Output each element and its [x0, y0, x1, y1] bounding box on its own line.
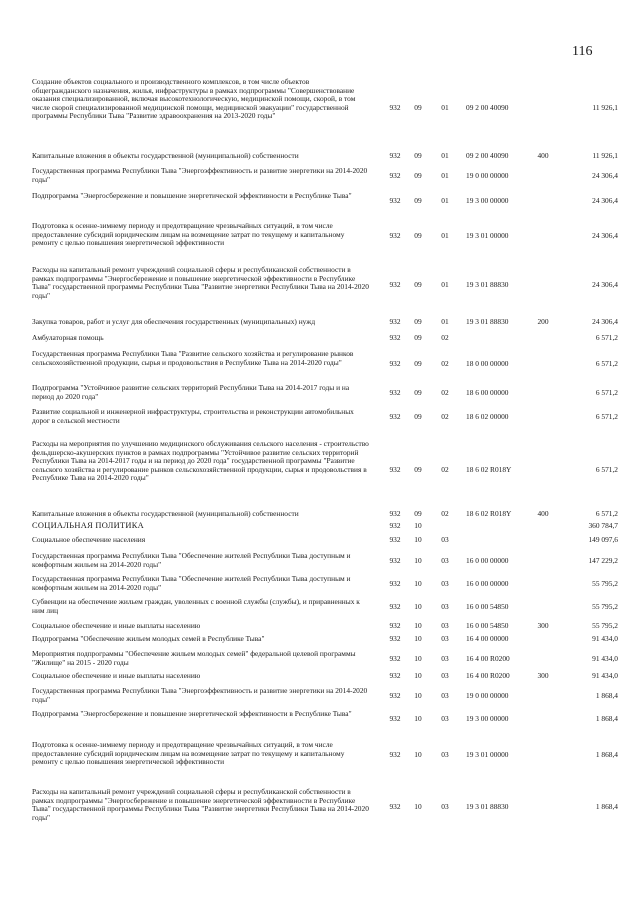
subsection-code: 01 — [441, 171, 449, 180]
ministry-code: 932 — [389, 280, 401, 289]
table-row — [32, 552, 618, 571]
section-code: 09 — [414, 231, 422, 240]
table-row — [32, 192, 618, 211]
section-code: 09 — [414, 412, 422, 421]
ministry-code: 932 — [389, 750, 401, 759]
ministry-code: 932 — [389, 317, 401, 326]
amount: 6 571,2 — [595, 333, 618, 342]
section-code: 09 — [414, 103, 422, 112]
section-code: 10 — [414, 691, 422, 700]
amount: 24 306,4 — [592, 317, 618, 326]
target-article-code: 16 4 00 R0200 — [466, 654, 510, 663]
ministry-code: 932 — [389, 509, 401, 518]
amount: 1 868,4 — [595, 750, 618, 759]
section-code: 09 — [414, 388, 422, 397]
target-article-code: 19 3 01 88830 — [466, 802, 509, 811]
target-article-code: 19 3 00 00000 — [466, 196, 509, 205]
expense-type-code: 400 — [537, 509, 549, 518]
target-article-code: 09 2 00 40090 — [466, 103, 509, 112]
ministry-code: 932 — [389, 465, 401, 474]
expense-name: Государственная программа Республики Тыва "Обеспечение жителей Республики Тыва доступным и комфортным жильем на 2014-2020 годы" — [32, 551, 351, 569]
ministry-code: 932 — [389, 634, 401, 643]
expense-name: Подпрограмма "Энергосбережение и повышение энергетической эффективности в Республике Тыва" — [32, 709, 352, 718]
target-article-code: 18 6 02 00000 — [466, 412, 509, 421]
expense-name: Государственная программа Республики Тыва "Обеспечение жителей Республики Тыва доступным и комфортным жильем на 2014-2020 годы" — [32, 574, 351, 592]
section-code: 09 — [414, 151, 422, 160]
ministry-code: 932 — [389, 654, 401, 663]
target-article-code: 18 6 02 R018Y — [466, 509, 512, 518]
section-code: 09 — [414, 509, 422, 518]
subsection-code: 03 — [441, 750, 449, 759]
subsection-code: 03 — [441, 579, 449, 588]
amount: 6 571,2 — [595, 388, 618, 397]
table-row — [32, 350, 618, 377]
subsection-code: 01 — [441, 151, 449, 160]
target-article-code: 16 0 00 54850 — [466, 602, 509, 611]
ministry-code: 932 — [389, 333, 401, 342]
page-number: 116 — [572, 44, 593, 59]
table-row — [32, 687, 618, 706]
ministry-code: 932 — [389, 802, 401, 811]
amount: 11 926,1 — [592, 151, 618, 160]
target-article-code: 19 3 01 88830 — [466, 280, 509, 289]
ministry-code: 932 — [389, 556, 401, 565]
expense-type-code: 200 — [537, 317, 549, 326]
table-row — [32, 78, 618, 140]
expense-type-code: 300 — [537, 621, 549, 630]
expense-type-code: 400 — [537, 151, 549, 160]
amount: 91 434,0 — [592, 634, 618, 643]
target-article-code: 19 3 00 00000 — [466, 714, 509, 723]
table-row — [32, 650, 618, 669]
table-row — [32, 536, 618, 547]
subsection-code: 03 — [441, 634, 449, 643]
ministry-code: 932 — [389, 535, 401, 544]
section-code: 09 — [414, 359, 422, 368]
expense-name: Подготовка к осенне-зимнему периоду и предотвращение чрезвычайных ситуаций, в том числе предоставление субсидий юридическим лицам на возмещение затрат по текущему и капитальному ремонту с целью повышения энергетической эффективности — [32, 740, 345, 767]
target-article-code: 18 6 02 R018Y — [466, 465, 512, 474]
amount: 6 571,2 — [595, 359, 618, 368]
table-row — [32, 598, 618, 617]
expense-name: Государственная программа Республики Тыва "Энергоэффективность и развитие энергетики на 2014-2020 годы" — [32, 686, 368, 704]
ministry-code: 932 — [389, 521, 401, 530]
amount: 91 434,0 — [592, 671, 618, 680]
amount: 91 434,0 — [592, 654, 618, 663]
subsection-code: 01 — [441, 196, 449, 205]
amount: 24 306,4 — [592, 171, 618, 180]
section-code: 10 — [414, 521, 422, 530]
expense-name: Капитальные вложения в объекты государственной (муниципальной) собственности — [32, 509, 299, 518]
section-code: 10 — [414, 750, 422, 759]
expense-name: Расходы на капитальный ремонт учреждений социальной сферы и республиканской собственности в рамках подпрограммы "Энергосбережение и повышение энергетической эффективности в Республике Тыва" государственной программы Республики Тыва "Развитие энергетики Республики Тыва на 2014-2020 годы" — [32, 787, 369, 822]
section-code: 09 — [414, 333, 422, 342]
amount: 149 097,6 — [588, 535, 618, 544]
section-code: 10 — [414, 654, 422, 663]
subsection-code: 03 — [441, 671, 449, 680]
target-article-code: 19 3 01 88830 — [466, 317, 509, 326]
table-row — [32, 408, 618, 427]
table-row — [32, 318, 618, 329]
expense-name: Подпрограмма "Обеспечение жильем молодых семей в Республике Тыва" — [32, 634, 265, 643]
table-row — [32, 152, 618, 163]
amount: 6 571,2 — [595, 412, 618, 421]
subsection-code: 03 — [441, 802, 449, 811]
section-code: 10 — [414, 535, 422, 544]
ministry-code: 932 — [389, 231, 401, 240]
expense-name: Развитие социальной и инженерной инфраструктуры, строительства и реконструкции автомобильных дорог в сельской местности — [32, 407, 354, 425]
amount: 24 306,4 — [592, 280, 618, 289]
subsection-code: 02 — [441, 333, 449, 342]
target-article-code: 16 4 00 R0200 — [466, 671, 510, 680]
amount: 1 868,4 — [595, 714, 618, 723]
amount: 6 571,2 — [595, 465, 618, 474]
section-code: 10 — [414, 714, 422, 723]
table-row — [32, 384, 618, 403]
expense-name: Расходы на мероприятия по улучшению медицинского обслуживания сельского населения - строительство фельдшерско-акушерских пунктов в рамках подпрограммы "Устойчивое развитие сельских территорий Республики Тыва на 2014-2017 годы и на период до 2020 года" государственной программы "Развитие сельского хозяйства и регулирование рынков сельскохозяйственной продукции, сырья и продовольствия в Республике Тыва на 2014-2020 годы" — [32, 439, 369, 483]
subsection-code: 03 — [441, 691, 449, 700]
ministry-code: 932 — [389, 412, 401, 421]
table-row — [32, 222, 618, 249]
subsection-code: 03 — [441, 714, 449, 723]
table-row — [32, 266, 618, 302]
ministry-code: 932 — [389, 151, 401, 160]
amount: 24 306,4 — [592, 231, 618, 240]
table-row — [32, 622, 618, 633]
ministry-code: 932 — [389, 103, 401, 112]
section-code: 10 — [414, 556, 422, 565]
section-code: 09 — [414, 280, 422, 289]
target-article-code: 19 3 01 00000 — [466, 750, 509, 759]
expense-name: Амбулаторная помощь — [32, 333, 104, 342]
ministry-code: 932 — [389, 171, 401, 180]
amount: 55 795,2 — [592, 579, 618, 588]
subsection-code: 02 — [441, 412, 449, 421]
amount: 55 795,2 — [592, 602, 618, 611]
table-row — [32, 167, 618, 186]
target-article-code: 16 0 00 54850 — [466, 621, 509, 630]
ministry-code: 932 — [389, 579, 401, 588]
amount: 147 229,2 — [588, 556, 618, 565]
subsection-code: 02 — [441, 359, 449, 368]
expense-name: Подпрограмма "Устойчивое развитие сельских территорий Республики Тыва на 2014-2017 годы и на период до 2020 года" — [32, 383, 350, 401]
amount: 1 868,4 — [595, 691, 618, 700]
target-article-code: 18 6 00 00000 — [466, 388, 509, 397]
section-code: 10 — [414, 602, 422, 611]
target-article-code: 16 0 00 00000 — [466, 556, 509, 565]
target-article-code: 19 0 00 00000 — [466, 171, 509, 180]
expense-name: Государственная программа Республики Тыва "Энергоэффективность и развитие энергетики на 2014-2020 годы" — [32, 166, 368, 184]
table-row — [32, 741, 618, 768]
expense-name: Капитальные вложения в объекты государственной (муниципальной) собственности — [32, 151, 299, 160]
subsection-code: 03 — [441, 535, 449, 544]
table-row — [32, 788, 618, 824]
amount: 6 571,2 — [595, 509, 618, 518]
expense-name: Создание объектов социального и производственного комплексов, в том числе объектов общегражданского назначения, жилья, инфраструктуры в рамках подпрограммы "Совершенствование оказания специализированной, включая высокотехнологическую, медицинской помощи, скорой, в том числе скорой специализированной медицинской помощи, медицинской эвакуации" государственной программы Республики Тыва "Развитие здравоохранения на 2013-2020 годы" — [32, 77, 356, 121]
target-article-code: 19 3 01 00000 — [466, 231, 509, 240]
table-row — [32, 510, 618, 521]
section-code: 09 — [414, 465, 422, 474]
ministry-code: 932 — [389, 714, 401, 723]
amount: 1 868,4 — [595, 802, 618, 811]
expense-name: Государственная программа Республики Тыва "Развитие сельского хозяйства и регулирование рынков сельскохозяйственной продукции, сырья и продовольствия в Республике Тыва на 2014-2020 годы" — [32, 349, 354, 367]
amount: 24 306,4 — [592, 196, 618, 205]
section-code: 10 — [414, 634, 422, 643]
ministry-code: 932 — [389, 388, 401, 397]
subsection-code: 01 — [441, 103, 449, 112]
subsection-code: 02 — [441, 388, 449, 397]
table-row — [32, 575, 618, 594]
ministry-code: 932 — [389, 621, 401, 630]
ministry-code: 932 — [389, 691, 401, 700]
expense-name: Подготовка к осенне-зимнему периоду и предотвращение чрезвычайных ситуаций, в том числе предоставление субсидий юридическим лицам на возмещение затрат по текущему и капитальному ремонту с целью повышения энергетической эффективности — [32, 221, 345, 248]
table-row — [32, 440, 618, 502]
amount: 360 784,7 — [588, 521, 618, 530]
expense-name: Мероприятия подпрограммы "Обеспечение жильем молодых семей" федеральной целевой программы "Жилище" на 2015 - 2020 годы — [32, 649, 356, 667]
expense-name: Социальное обеспечение населения — [32, 535, 146, 544]
subsection-code: 03 — [441, 654, 449, 663]
target-article-code: 16 0 00 00000 — [466, 579, 509, 588]
amount: 55 795,2 — [592, 621, 618, 630]
expense-type-code: 300 — [537, 671, 549, 680]
expense-name: Закупка товаров, работ и услуг для обеспечения государственных (муниципальных) нужд — [32, 317, 316, 326]
subsection-code: 03 — [441, 602, 449, 611]
subsection-code: 01 — [441, 317, 449, 326]
ministry-code: 932 — [389, 602, 401, 611]
section-code: 10 — [414, 579, 422, 588]
table-row — [32, 334, 618, 345]
subsection-code: 02 — [441, 509, 449, 518]
table-row — [32, 522, 618, 533]
table-row — [32, 672, 618, 683]
expense-name: Подпрограмма "Энергосбережение и повышение энергетической эффективности в Республике Тыва" — [32, 191, 352, 200]
section-code: 10 — [414, 671, 422, 680]
section-code: 09 — [414, 171, 422, 180]
subsection-code: 01 — [441, 231, 449, 240]
target-article-code: 19 0 00 00000 — [466, 691, 509, 700]
subsection-code: 01 — [441, 280, 449, 289]
table-row — [32, 710, 618, 729]
target-article-code: 16 4 00 00000 — [466, 634, 509, 643]
section-code: 09 — [414, 196, 422, 205]
section-code: 10 — [414, 621, 422, 630]
section-code: 09 — [414, 317, 422, 326]
table-row — [32, 635, 618, 646]
target-article-code: 09 2 00 40090 — [466, 151, 509, 160]
ministry-code: 932 — [389, 196, 401, 205]
amount: 11 926,1 — [592, 103, 618, 112]
expense-name: Социальное обеспечение и иные выплаты населению — [32, 621, 201, 630]
expense-name: Расходы на капитальный ремонт учреждений социальной сферы и республиканской собственности в рамках подпрограммы "Энергосбережение и повышение энергетической эффективности в Республике Тыва" государственной программы Республики Тыва "Развитие энергетики Республики Тыва на 2014-2020 годы" — [32, 265, 369, 300]
expense-name: Социальное обеспечение и иные выплаты населению — [32, 671, 201, 680]
ministry-code: 932 — [389, 359, 401, 368]
target-article-code: 18 0 00 00000 — [466, 359, 509, 368]
ministry-code: 932 — [389, 671, 401, 680]
subsection-code: 03 — [441, 621, 449, 630]
expense-name: Субвенции на обеспечение жильем граждан, уволенных с военной службы (службы), и приравненных к ним лиц — [32, 597, 360, 615]
section-code: 10 — [414, 802, 422, 811]
subsection-code: 02 — [441, 465, 449, 474]
subsection-code: 03 — [441, 556, 449, 565]
expense-name: СОЦИАЛЬНАЯ ПОЛИТИКА — [32, 521, 144, 530]
